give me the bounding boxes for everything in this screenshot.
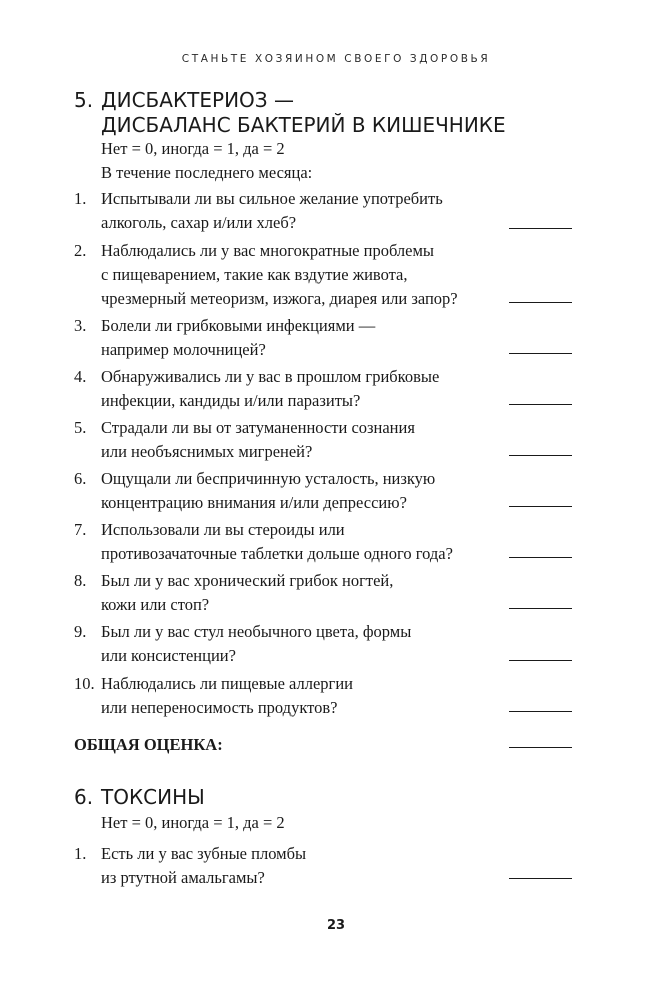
question-number: 1. [74,844,87,863]
question-text: Был ли у вас хронический грибок ногтей, [101,571,394,590]
question-number: 10. [74,674,95,693]
running-header: СТАНЬТЕ ХОЗЯИНОМ СВОЕГО ЗДОРОВЬЯ [181,53,491,65]
question-text: кожи или стоп? [101,595,210,614]
question-text: Есть ли у вас зубные пломбы [101,844,307,863]
question-text: Наблюдались ли у вас многократные проблемы [101,241,435,260]
question-text: из ртутной амальгамы? [101,868,265,887]
answer-blank[interactable] [509,302,572,303]
question-text: алкоголь, сахар и/или хлеб? [101,213,297,232]
answer-blank[interactable] [509,455,572,456]
section-title-line: ДИСБАЛАНС БАКТЕРИЙ В КИШЕЧНИКЕ [101,113,506,137]
answer-blank[interactable] [509,506,572,507]
question-number: 2. [74,241,87,260]
answer-blank[interactable] [509,228,572,229]
period-note: В течение последнего месяца: [101,163,313,182]
answer-blank[interactable] [509,353,572,354]
question-text: Страдали ли вы от затуманенности сознания [101,418,415,437]
answer-blank[interactable] [509,878,572,879]
answer-blank[interactable] [509,711,572,712]
scoring-scale: Нет = 0, иногда = 1, да = 2 [101,139,285,158]
question-text: Использовали ли вы стероиды или [101,520,345,539]
question-number: 1. [74,189,87,208]
question-text: Ощущали ли беспричинную усталость, низкую [101,469,436,488]
question-text: инфекции, кандиды и/или паразиты? [101,391,361,410]
question-number: 3. [74,316,87,335]
question-text: или консистенции? [101,646,236,665]
question-text: Был ли у вас стул необычного цвета, формы [101,622,412,641]
question-number: 5. [74,418,87,437]
question-number: 6. [74,469,87,488]
question-number: 9. [74,622,87,641]
question-text: Обнаруживались ли у вас в прошлом грибковые [101,367,440,386]
section-number: 5. [74,88,94,112]
section-title-line: ДИСБАКТЕРИОЗ — [101,88,294,112]
question-text: или непереносимость продуктов? [101,698,338,717]
question-number: 7. [74,520,87,539]
section-5-heading [74,88,506,138]
question-text: чрезмерный метеоризм, изжога, диарея или запор? [101,289,458,308]
question-number: 4. [74,367,87,386]
question-text: Испытывали ли вы сильное желание употребить [101,189,443,208]
question-text: Болели ли грибковыми инфекциями — [101,316,376,335]
scoring-scale: Нет = 0, иногда = 1, да = 2 [101,813,285,832]
question-text: с пищеварением, такие как вздутие живота, [101,265,408,284]
answer-blank[interactable] [509,404,572,405]
question-text: Наблюдались ли пищевые аллергии [101,674,353,693]
question-text: или необъяснимых мигреней? [101,442,313,461]
section-6-heading [74,785,205,810]
section-title: ТОКСИНЫ [101,785,205,809]
question-text: концентрацию внимания и/или депрессию? [101,493,407,512]
answer-blank[interactable] [509,608,572,609]
answer-blank[interactable] [509,557,572,558]
total-score-blank[interactable] [509,747,572,748]
section-number: 6. [74,785,94,809]
page-number: 23 [326,918,346,933]
question-text: например молочницей? [101,340,266,359]
total-score-label: ОБЩАЯ ОЦЕНКА: [74,735,223,754]
question-text: противозачаточные таблетки дольше одного года? [101,544,453,563]
answer-blank[interactable] [509,660,572,661]
question-number: 8. [74,571,87,590]
